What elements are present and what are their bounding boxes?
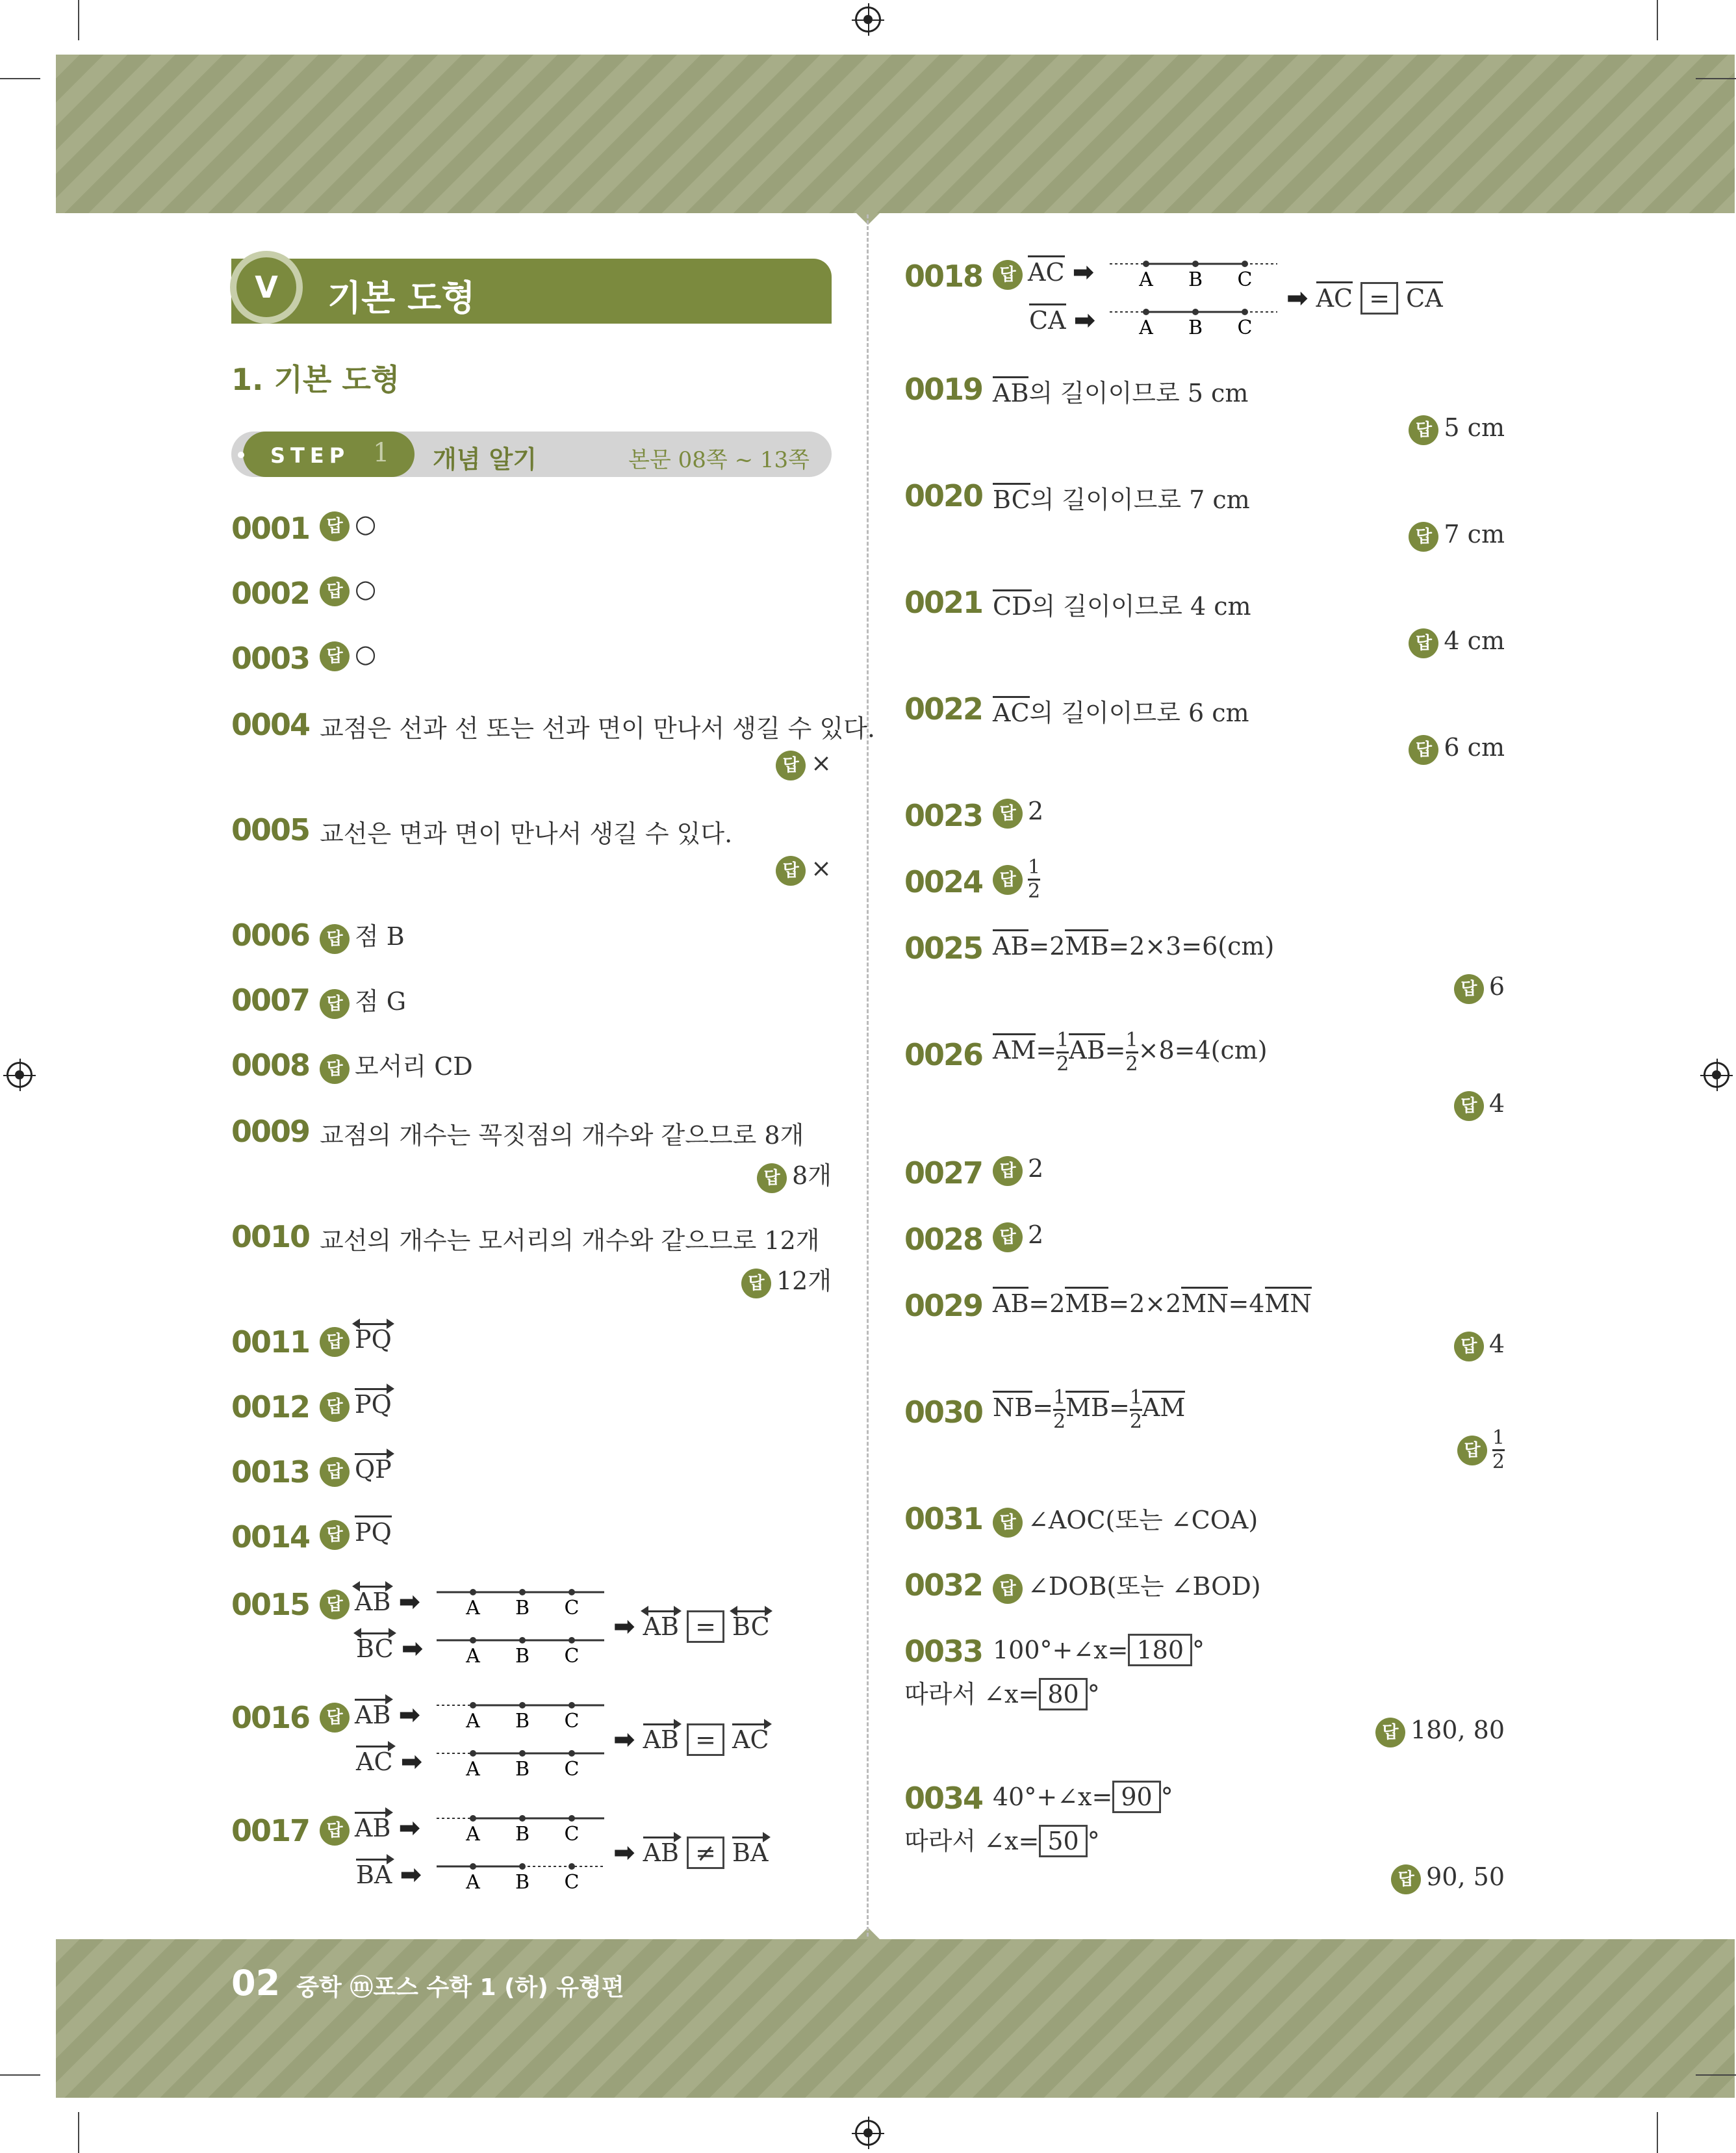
point-c bbox=[568, 1589, 575, 1595]
answer-badge: 답 bbox=[1454, 974, 1484, 1004]
page-footer bbox=[231, 1963, 624, 2004]
registration-mark-icon bbox=[855, 2120, 881, 2146]
item-text: 교선은 면과 면이 만나서 생길 수 있다. bbox=[320, 819, 733, 848]
step-label: STEP bbox=[270, 443, 350, 468]
segment-symbol: PQ bbox=[355, 1515, 392, 1547]
point-c bbox=[568, 1637, 575, 1644]
answer-badge: 답 bbox=[776, 856, 806, 886]
point-label: B bbox=[515, 1710, 530, 1733]
answer-badge: 답 bbox=[320, 641, 350, 671]
answer-badge: 답 bbox=[1409, 628, 1438, 658]
item-number: 0033 bbox=[904, 1634, 983, 1669]
item-number: 0024 bbox=[904, 864, 983, 899]
item-answer bbox=[320, 1518, 392, 1550]
item-number: 0021 bbox=[904, 585, 983, 620]
step-number: 1 bbox=[373, 438, 390, 468]
answer-value: 6 bbox=[1488, 972, 1505, 1001]
item-number: 0031 bbox=[904, 1501, 983, 1536]
point-label: A bbox=[466, 1823, 480, 1846]
item-number: 0009 bbox=[231, 1114, 310, 1149]
answer-badge: 답 bbox=[320, 511, 350, 541]
registration-mark-icon bbox=[855, 6, 881, 32]
item-answer bbox=[320, 1699, 420, 1733]
answer-badge: 답 bbox=[1409, 415, 1438, 445]
answer-value: 90, 50 bbox=[1426, 1863, 1505, 1891]
book-title: 중학 ⓜ포스 수학 1 (하) 유형편 bbox=[296, 1974, 624, 2001]
item-number: 0007 bbox=[231, 983, 310, 1018]
ray-symbol: AB bbox=[643, 1723, 679, 1754]
chapter-banner bbox=[231, 259, 832, 324]
answer-value: 4 bbox=[1488, 1330, 1505, 1358]
item-answer bbox=[776, 854, 832, 886]
answer-badge: 답 bbox=[1457, 1436, 1487, 1465]
point-b bbox=[519, 1702, 526, 1708]
point-b bbox=[1192, 309, 1199, 315]
arrow-right-icon: ➡ bbox=[398, 1813, 420, 1843]
segment-symbol: AC bbox=[1028, 255, 1065, 287]
relation-box: ≠ bbox=[687, 1837, 724, 1869]
point-label: C bbox=[564, 1710, 580, 1733]
answer-value: 4 cm bbox=[1444, 626, 1505, 655]
line-symbol: BC bbox=[356, 1632, 394, 1663]
item-answer bbox=[776, 749, 832, 780]
item-answer bbox=[320, 639, 376, 671]
item-answer bbox=[741, 1261, 832, 1298]
arrow-right-icon: ➡ bbox=[401, 1634, 424, 1664]
answer-badge: 답 bbox=[320, 1520, 350, 1550]
point-label: C bbox=[1237, 316, 1253, 339]
crop-mark bbox=[0, 78, 40, 79]
point-diagram bbox=[1108, 256, 1279, 341]
point-label: A bbox=[466, 1710, 480, 1733]
item-number: 0029 bbox=[904, 1288, 983, 1323]
point-a bbox=[470, 1750, 476, 1757]
answer-value: 7 cm bbox=[1444, 520, 1505, 548]
item-answer bbox=[320, 981, 406, 1019]
arrow-right-icon: ➡ bbox=[1073, 305, 1096, 335]
point-label: A bbox=[466, 1645, 480, 1668]
answer-value: 모서리 CD bbox=[355, 1052, 473, 1081]
answer-badge: 답 bbox=[320, 1590, 350, 1619]
answer-badge: 답 bbox=[993, 1574, 1023, 1604]
item-answer bbox=[356, 1859, 422, 1890]
point-c bbox=[568, 1750, 575, 1757]
item-number: 0013 bbox=[231, 1454, 310, 1489]
item-answer bbox=[356, 1632, 423, 1664]
point-label: B bbox=[1188, 268, 1203, 291]
crop-mark bbox=[78, 0, 79, 40]
point-diagram bbox=[435, 1697, 606, 1782]
item-number: 0023 bbox=[904, 798, 983, 833]
point-label: B bbox=[515, 1758, 530, 1781]
answer-badge: 답 bbox=[320, 1054, 350, 1084]
point-label: A bbox=[1139, 316, 1153, 339]
fraction: $\frac{1}{2}$ bbox=[1028, 856, 1041, 903]
item-text: 교점의 개수는 꼭짓점의 개수와 같으므로 8개 bbox=[320, 1121, 804, 1150]
item-answer bbox=[993, 857, 1040, 903]
answer-value: ∠DOB(또는 ∠BOD) bbox=[1028, 1572, 1261, 1601]
answer-badge: 답 bbox=[1409, 522, 1438, 552]
item-answer bbox=[1409, 520, 1505, 552]
item-equation: AM= $\frac{1}{2}$ AB= $\frac{1}{2}$ ×8=4(cm) bbox=[993, 1029, 1268, 1076]
item-number: 0003 bbox=[231, 641, 310, 676]
item-answer bbox=[320, 1323, 392, 1357]
answer-badge: 답 bbox=[1454, 1332, 1484, 1361]
item-number: 0026 bbox=[904, 1037, 983, 1072]
point-c bbox=[568, 1863, 575, 1870]
answer-badge: 답 bbox=[993, 1156, 1023, 1186]
header-band bbox=[56, 55, 1735, 213]
item-answer bbox=[993, 797, 1043, 829]
point-label: B bbox=[515, 1597, 530, 1619]
item-text bbox=[993, 373, 1248, 409]
point-a bbox=[470, 1589, 476, 1595]
answer-badge: 답 bbox=[320, 1816, 350, 1846]
point-label: C bbox=[564, 1871, 580, 1894]
line-symbol: AB bbox=[643, 1610, 679, 1641]
point-b bbox=[519, 1750, 526, 1757]
item-answer bbox=[320, 574, 376, 606]
point-b bbox=[519, 1815, 526, 1822]
item-text: 교점은 선과 선 또는 선과 면이 만나서 생길 수 있다. bbox=[320, 714, 875, 743]
answer-badge: 답 bbox=[320, 576, 350, 606]
item-number: 0017 bbox=[231, 1813, 310, 1848]
line-symbol: PQ bbox=[355, 1323, 392, 1354]
item-answer bbox=[320, 509, 376, 541]
answer-value: ○ bbox=[355, 639, 377, 668]
answer-value: ○ bbox=[355, 509, 377, 538]
item-answer bbox=[993, 1154, 1043, 1186]
fraction: $\frac{1}{2}$ bbox=[1492, 1426, 1505, 1473]
item-equation: AB=2MB=2×2MN=4MN bbox=[993, 1289, 1312, 1318]
ray-symbol: AC bbox=[732, 1723, 769, 1754]
item-number: 0012 bbox=[231, 1389, 310, 1425]
answer-value: ∠AOC(또는 ∠COA) bbox=[1028, 1506, 1258, 1534]
answer-blank: 90 bbox=[1112, 1781, 1160, 1813]
arrow-right-icon: ➡ bbox=[400, 1747, 423, 1777]
crop-mark bbox=[1657, 2112, 1658, 2153]
item-result bbox=[613, 1837, 768, 1869]
segment-symbol: AB bbox=[993, 376, 1028, 407]
item-answer bbox=[1409, 733, 1505, 765]
arrow-right-icon: ➡ bbox=[613, 1725, 635, 1755]
point-label: A bbox=[1139, 268, 1153, 291]
answer-badge: 답 bbox=[993, 799, 1023, 829]
answer-blank: 50 bbox=[1039, 1825, 1087, 1857]
item-number: 0028 bbox=[904, 1222, 983, 1257]
point-b bbox=[519, 1863, 526, 1870]
point-b bbox=[519, 1637, 526, 1644]
item-text bbox=[993, 693, 1249, 728]
answer-badge: 답 bbox=[993, 1508, 1023, 1538]
item-equation: 따라서 ∠x= 50 ° bbox=[904, 1821, 1100, 1857]
point-diagram bbox=[435, 1811, 606, 1895]
item-number: 0004 bbox=[231, 707, 310, 742]
point-label: B bbox=[515, 1645, 530, 1668]
item-result bbox=[613, 1610, 770, 1643]
item-answer bbox=[1375, 1716, 1505, 1747]
item-answer bbox=[320, 916, 405, 954]
point-a bbox=[1143, 261, 1149, 267]
relation-box: = bbox=[1360, 282, 1398, 315]
item-number: 0011 bbox=[231, 1324, 310, 1360]
point-label: A bbox=[466, 1597, 480, 1619]
ray-symbol: PQ bbox=[355, 1388, 392, 1419]
point-c bbox=[568, 1815, 575, 1822]
registration-mark-icon bbox=[1704, 1062, 1730, 1088]
step-dot bbox=[238, 452, 244, 458]
segment-symbol: BC bbox=[993, 483, 1030, 514]
point-a bbox=[470, 1702, 476, 1708]
answer-blank: 180 bbox=[1128, 1634, 1192, 1666]
answer-value: × bbox=[811, 749, 832, 777]
point-label: C bbox=[564, 1597, 580, 1619]
item-text bbox=[993, 480, 1250, 515]
arrow-right-icon: ➡ bbox=[1072, 257, 1095, 287]
item-number: 0020 bbox=[904, 478, 983, 513]
segment-symbol: AC bbox=[993, 696, 1030, 727]
item-result bbox=[1286, 282, 1443, 315]
section-title: 1. 기본 도형 bbox=[231, 362, 400, 397]
answer-value: 점 G bbox=[355, 987, 407, 1016]
item-answer bbox=[320, 1046, 473, 1084]
item-number: 0030 bbox=[904, 1395, 983, 1430]
point-a bbox=[470, 1815, 476, 1822]
item-number: 0019 bbox=[904, 372, 983, 407]
answer-value: 6 cm bbox=[1444, 733, 1505, 762]
item-number: 0008 bbox=[231, 1048, 310, 1083]
point-c bbox=[1242, 261, 1248, 267]
answer-value: 2 bbox=[1028, 1220, 1044, 1249]
item-number: 0010 bbox=[231, 1219, 310, 1254]
answer-badge: 답 bbox=[1391, 1864, 1421, 1894]
point-a bbox=[470, 1863, 476, 1870]
item-number: 0025 bbox=[904, 931, 983, 966]
answer-badge: 답 bbox=[1409, 735, 1438, 765]
answer-badge: 답 bbox=[741, 1269, 771, 1298]
answer-badge: 답 bbox=[993, 260, 1023, 290]
ray-symbol: AB bbox=[355, 1699, 390, 1729]
item-answer bbox=[1454, 1089, 1505, 1121]
answer-value: 8개 bbox=[792, 1161, 832, 1190]
item-number: 0027 bbox=[904, 1155, 983, 1191]
item-equation: 100°+∠x= 180 ° bbox=[993, 1634, 1205, 1666]
segment-symbol: CA bbox=[1406, 281, 1443, 313]
arrow-right-icon: ➡ bbox=[1286, 283, 1308, 313]
crop-mark bbox=[1696, 78, 1736, 79]
item-number: 0001 bbox=[231, 511, 310, 546]
segment-symbol: AC bbox=[1316, 281, 1353, 313]
item-answer bbox=[993, 1566, 1261, 1604]
answer-value: 12개 bbox=[776, 1267, 832, 1295]
item-number: 0005 bbox=[231, 812, 310, 847]
item-number: 0022 bbox=[904, 691, 983, 727]
item-equation: AB=2MB=2×3=6(cm) bbox=[993, 932, 1274, 960]
point-label: C bbox=[564, 1823, 580, 1846]
line-symbol: AB bbox=[355, 1586, 390, 1616]
arrow-right-icon: ➡ bbox=[613, 1612, 635, 1642]
ray-symbol: AC bbox=[356, 1746, 393, 1776]
relation-box: = bbox=[687, 1723, 724, 1756]
item-text bbox=[993, 586, 1251, 622]
answer-value: 180, 80 bbox=[1410, 1716, 1505, 1744]
chapter-number: V bbox=[230, 251, 303, 324]
arrow-right-icon: ➡ bbox=[400, 1860, 422, 1890]
ray-symbol: AB bbox=[355, 1812, 390, 1842]
item-answer bbox=[1454, 1330, 1505, 1361]
answer-value: × bbox=[811, 854, 832, 883]
answer-badge: 답 bbox=[1375, 1718, 1405, 1747]
point-b bbox=[519, 1589, 526, 1595]
point-label: B bbox=[1188, 316, 1203, 339]
item-number: 0014 bbox=[231, 1519, 310, 1554]
item-number: 0015 bbox=[231, 1587, 310, 1622]
item-equation: 따라서 ∠x= 80 ° bbox=[904, 1674, 1100, 1710]
item-number: 0032 bbox=[904, 1567, 983, 1603]
step-bar bbox=[231, 432, 832, 477]
answer-badge: 답 bbox=[993, 865, 1023, 895]
chapter-title: 기본 도형 bbox=[327, 277, 476, 318]
item-text-body: 의 길이이므로 5 cm bbox=[1028, 379, 1249, 407]
item-number: 0002 bbox=[231, 576, 310, 611]
arrow-right-icon: ➡ bbox=[398, 1700, 420, 1730]
point-c bbox=[1242, 309, 1248, 315]
point-label: C bbox=[1237, 268, 1253, 291]
item-text: 교선의 개수는 모서리의 개수와 같으므로 12개 bbox=[320, 1226, 820, 1255]
item-text-body: 의 길이이므로 6 cm bbox=[1029, 699, 1249, 727]
item-number: 0006 bbox=[231, 918, 310, 953]
answer-badge: 답 bbox=[320, 1327, 350, 1357]
answer-badge: 답 bbox=[320, 989, 350, 1019]
crop-mark bbox=[1657, 0, 1658, 40]
answer-value: 2 bbox=[1028, 797, 1044, 825]
answer-badge: 답 bbox=[993, 1222, 1023, 1252]
point-label: A bbox=[466, 1758, 480, 1781]
item-answer bbox=[356, 1746, 422, 1777]
item-number: 0018 bbox=[904, 259, 983, 294]
crop-mark bbox=[1696, 2074, 1736, 2076]
point-diagram bbox=[435, 1584, 606, 1669]
answer-badge: 답 bbox=[320, 1392, 350, 1422]
item-text-body: 의 길이이므로 7 cm bbox=[1030, 485, 1250, 514]
point-a bbox=[470, 1637, 476, 1644]
answer-value: ○ bbox=[355, 574, 377, 603]
item-equation: 40°+∠x= 90 ° bbox=[993, 1781, 1173, 1813]
step-name: 개념 알기 bbox=[433, 445, 537, 474]
item-answer bbox=[993, 257, 1094, 290]
point-label: B bbox=[515, 1823, 530, 1846]
item-answer bbox=[320, 1812, 420, 1846]
item-answer bbox=[993, 1220, 1043, 1252]
column-divider bbox=[867, 214, 869, 1937]
item-answer bbox=[320, 1586, 420, 1619]
answer-badge: 답 bbox=[776, 751, 806, 780]
ray-symbol: QP bbox=[355, 1453, 392, 1484]
point-a bbox=[1143, 309, 1149, 315]
crop-mark bbox=[78, 2112, 79, 2153]
step-pill bbox=[243, 432, 415, 477]
arrow-right-icon: ➡ bbox=[398, 1587, 420, 1617]
answer-badge: 답 bbox=[1454, 1091, 1484, 1121]
arrow-right-icon: ➡ bbox=[613, 1838, 635, 1868]
item-answer bbox=[1409, 626, 1505, 658]
item-number: 0016 bbox=[231, 1700, 310, 1735]
crop-mark bbox=[0, 2074, 40, 2076]
answer-badge: 답 bbox=[320, 924, 350, 954]
line-symbol: BC bbox=[732, 1610, 770, 1641]
item-answer bbox=[993, 1500, 1258, 1538]
item-equation: NB= $\frac{1}{2}$ MB= $\frac{1}{2}$ AM bbox=[993, 1386, 1186, 1433]
page-number: 02 bbox=[231, 1963, 281, 2004]
item-answer bbox=[320, 1453, 392, 1487]
answer-badge: 답 bbox=[320, 1703, 350, 1733]
item-answer bbox=[1391, 1863, 1505, 1894]
answer-value: 2 bbox=[1028, 1154, 1044, 1183]
ray-symbol: AB bbox=[643, 1837, 679, 1867]
item-answer bbox=[320, 1388, 392, 1422]
item-answer bbox=[1454, 972, 1505, 1004]
item-number: 0034 bbox=[904, 1781, 983, 1816]
point-label: A bbox=[466, 1871, 480, 1894]
registration-mark-icon bbox=[6, 1062, 32, 1088]
ray-symbol: BA bbox=[356, 1859, 392, 1889]
segment-symbol: CA bbox=[1029, 303, 1066, 335]
item-answer bbox=[1457, 1427, 1505, 1473]
relation-box: = bbox=[687, 1610, 724, 1643]
point-label: C bbox=[564, 1758, 580, 1781]
answer-blank: 80 bbox=[1039, 1678, 1087, 1710]
point-b bbox=[1192, 261, 1199, 267]
ray-symbol: BA bbox=[732, 1837, 768, 1867]
point-label: B bbox=[515, 1871, 530, 1894]
answer-badge: 답 bbox=[757, 1163, 787, 1193]
answer-badge: 답 bbox=[320, 1457, 350, 1487]
answer-value: 점 B bbox=[355, 922, 405, 951]
answer-value: 5 cm bbox=[1444, 413, 1505, 442]
point-label: C bbox=[564, 1645, 580, 1668]
item-answer bbox=[757, 1155, 832, 1193]
answer-value: 4 bbox=[1488, 1089, 1505, 1118]
item-result bbox=[613, 1723, 769, 1756]
item-answer bbox=[1409, 413, 1505, 445]
item-answer bbox=[1029, 305, 1095, 335]
item-text-body: 의 길이이므로 4 cm bbox=[1031, 592, 1251, 621]
segment-symbol: CD bbox=[993, 589, 1032, 621]
step-pages: 본문 08쪽 ~ 13쪽 bbox=[628, 447, 810, 473]
point-c bbox=[568, 1702, 575, 1708]
